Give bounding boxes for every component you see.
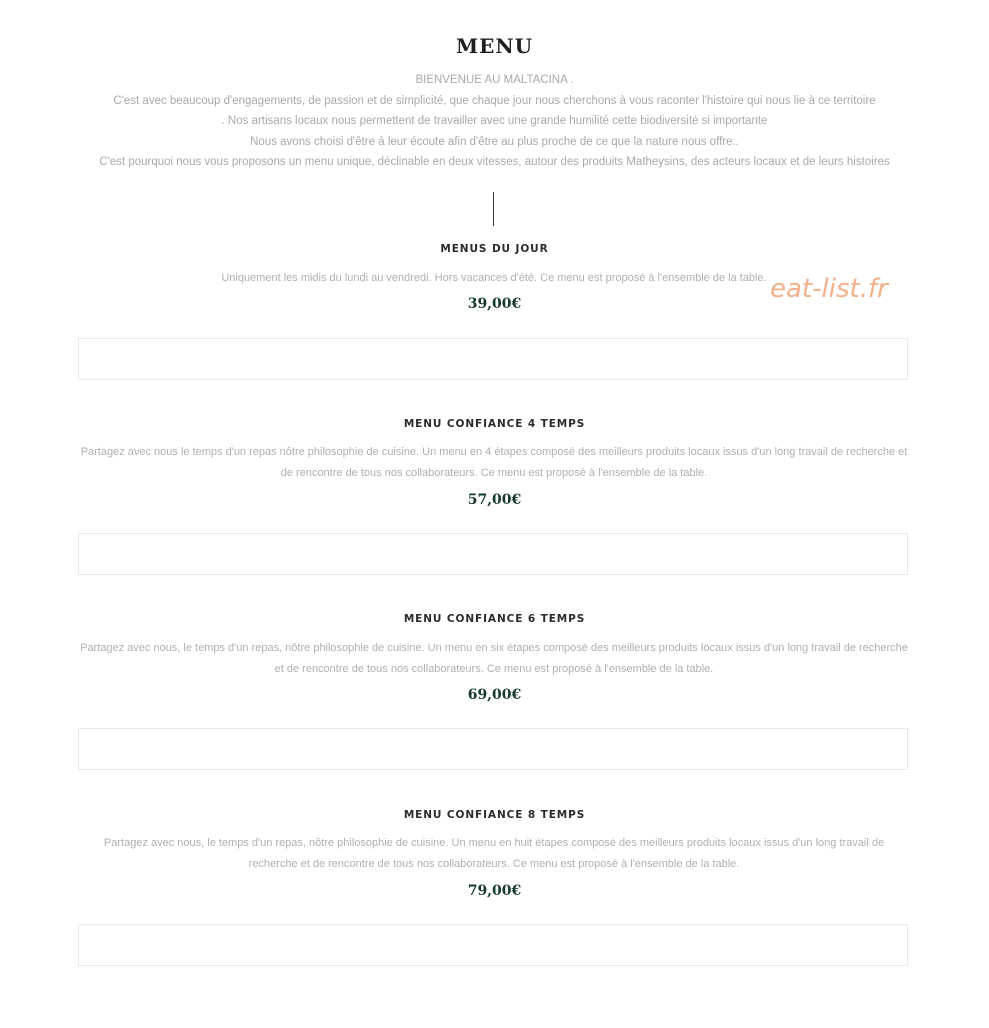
page-title: MENU <box>455 34 534 58</box>
section-price: 79,00€ <box>467 883 522 899</box>
section-title-confiance-8: MENU CONFIANCE 8 TEMPS <box>403 809 586 821</box>
section-details-box[interactable] <box>78 924 908 966</box>
section-details-box[interactable] <box>78 728 908 770</box>
section-title-confiance-4: MENU CONFIANCE 4 TEMPS <box>403 418 586 430</box>
section-title-confiance-6: MENU CONFIANCE 6 TEMPS <box>403 613 586 625</box>
intro-line: . Nos artisans locaux nous permettent de travailler avec une grande humilité cette biodiversité si importante <box>221 115 768 128</box>
section-details-box[interactable] <box>78 338 908 380</box>
intro-line: C'est pourquoi nous vous proposons un menu unique, déclinable en deux vitesses, autour des produits Matheysins, des acteurs locaux et de leurs histoires <box>99 156 890 169</box>
section-price: 39,00€ <box>467 296 522 312</box>
intro-line: BIENVENUE AU MALTACINA . <box>415 74 574 86</box>
intro-line: C'est avec beaucoup d'engagements, de passion et de simplicité, que chaque jour nous cherchons à vous raconter l'histoire qui nous lie à ce territoire <box>113 94 876 107</box>
section-description: Partagez avec nous, le temps d'un repas, nôtre philosophie de cuisine. Un menu en huit étapes composé des meilleurs produits locaux issus d'un long travail de recherche et de rencontre de tous nos collaborateurs. Ce menu est proposé à l'ensemble de la table. <box>103 837 885 870</box>
section-title-menus-du-jour: MENUS DU JOUR <box>440 243 549 255</box>
section-details-box[interactable] <box>78 533 908 575</box>
intro-text <box>40 70 949 173</box>
watermark-text: eat-list.fr <box>770 274 888 304</box>
vertical-divider <box>493 192 494 226</box>
section-description: Partagez avec nous le temps d'un repas nôtre philosophie de cuisine. Un menu en 4 étapes composé des meilleurs produits locaux issus d'un long travail de recherche et de rencontre de tous nos collaborateurs. Ce menu est proposé à l'ensemble de la table. <box>80 446 908 479</box>
section-description: Uniquement les midis du lundi au vendredi. Hors vacances d'été. Ce menu est proposé à l'ensemble de la table. <box>221 272 767 284</box>
section-price: 57,00€ <box>467 492 522 508</box>
section-price: 69,00€ <box>467 687 522 703</box>
intro-line: Nous avons choisi d'être à leur écoute afin d'être au plus proche de ce que la nature nous offre.. <box>250 135 739 148</box>
section-description: Partagez avec nous, le temps d'un repas, nôtre philosophie de cuisine. Un menu en six étapes composé des meilleurs produits locaux issus d'un long travail de recherche et de rencontre de tous nos collaborateurs. Ce menu est proposé à l'ensemble de la table. <box>80 642 908 675</box>
